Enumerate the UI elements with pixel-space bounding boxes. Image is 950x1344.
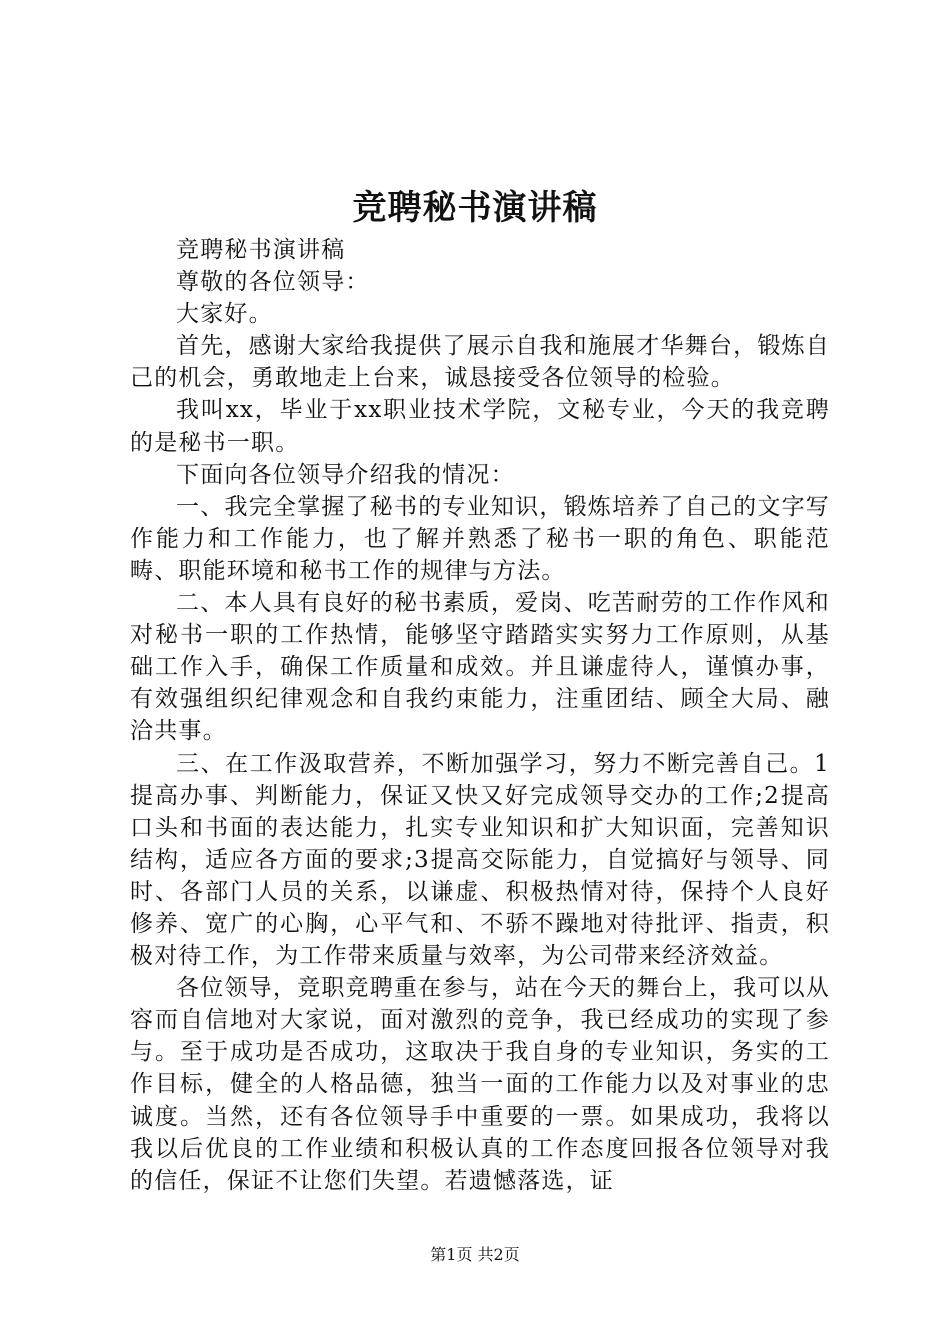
paragraph: 我叫xx，毕业于xx职业技术学院，文秘专业，今天的我竞聘的是秘书一职。 xyxy=(130,397,830,456)
document-title: 竞聘秘书演讲稿 xyxy=(352,188,598,228)
paragraph: 下面向各位领导介绍我的情况： xyxy=(176,461,515,488)
paragraph: 二、本人具有良好的秘书素质，爱岗、吃苦耐劳的工作作风和对秘书一职的工作热情，能够坚守踏踏实实努力工作原则，从基础工作入手，确保工作质量和成效。并且谦虚待人，谨慎办事，有效强组织纪律观念和自我约束能力，注重团结、顾全大局、融洽共事。 xyxy=(130,590,830,745)
document-body xyxy=(130,234,830,1197)
paragraph: 竞聘秘书演讲稿 xyxy=(176,237,346,263)
paragraph: 一、我完全掌握了秘书的专业知识，锻炼培养了自己的文字写作能力和工作能力，也了解并熟悉了秘书一职的角色、职能范畴、职能环境和秘书工作的规律与方法。 xyxy=(130,493,830,584)
paragraph: 各位领导，竞职竞聘重在参与，站在今天的舞台上，我可以从容而自信地对大家说，面对激烈的竞争，我已经成功的实现了参与。至于成功是否成功，这取决于我自身的专业知识，务实的工作目标，健全的人格品德，独当一面的工作能力以及对事业的忠诚度。当然，还有各位领导手中重要的一票。如果成功，我将以我以后优良的工作业绩和积极认真的工作态度回报各位领导对我的信任，保证不让您们失望。若遗憾落选，证 xyxy=(130,975,830,1194)
paragraph: 大家好。 xyxy=(176,301,273,328)
page-number-footer: 第1页 共2页 xyxy=(430,1245,520,1264)
paragraph: 首先，感谢大家给我提供了展示自我和施展才华舞台，锻炼自己的机会，勇敢地走上台来，诚恳接受各位领导的检验。 xyxy=(130,333,830,392)
paragraph: 三、在工作汲取营养，不断加强学习，努力不断完善自己。1提高办事、判断能力，保证又快又好完成领导交办的工作;2提高口头和书面的表达能力，扎实专业知识和扩大知识面，完善知识结构，适应各方面的要求;3提高交际能力，自觉搞好与领导、同时、各部门人员的关系，以谦虚、积极热情对待，保持个人良好修养、宽广的心胸，心平气和、不骄不躁地对待批评、指责，积极对待工作，为工作带来质量与效率，为公司带来经济效益。 xyxy=(130,750,830,970)
paragraph: 尊敬的各位领导： xyxy=(176,269,370,296)
